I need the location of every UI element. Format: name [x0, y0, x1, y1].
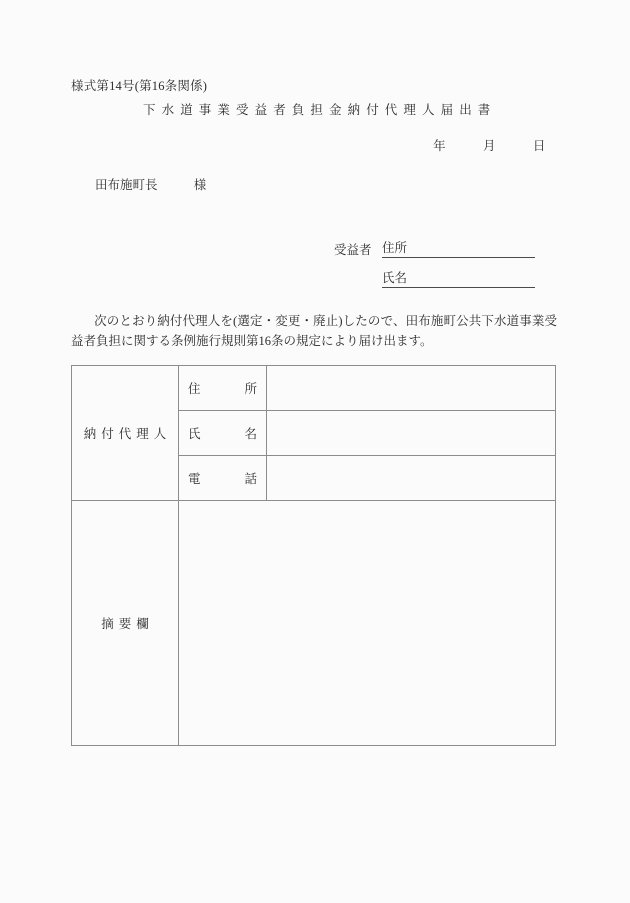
- beneficiary-lead-label: 受益者: [334, 243, 372, 257]
- beneficiary-address-row: [334, 228, 535, 258]
- addressee: [95, 175, 206, 193]
- row-value-phone[interactable]: [267, 456, 556, 501]
- row-label-name-left: 氏: [188, 427, 201, 441]
- beneficiary-name-value[interactable]: [407, 274, 535, 287]
- row-value-address[interactable]: [267, 366, 556, 411]
- beneficiary-block: [334, 228, 535, 288]
- row-label-phone: [179, 456, 267, 501]
- agent-section-header: 納付代理人: [72, 366, 179, 501]
- row-label-address: [179, 366, 267, 411]
- addressee-name: 田布施町長: [95, 178, 158, 192]
- beneficiary-address-field[interactable]: [382, 238, 535, 258]
- beneficiary-address-value[interactable]: [407, 244, 535, 257]
- row-label-phone-right: 話: [244, 472, 257, 486]
- notes-section-header: 摘要欄: [72, 501, 179, 746]
- date-year-label: 年: [433, 139, 446, 153]
- row-label-name: [179, 411, 267, 456]
- beneficiary-name-row: [334, 258, 535, 288]
- addressee-honorific: 様: [193, 178, 207, 192]
- date-line: [430, 136, 545, 154]
- form-number: 様式第14号(第16条関係): [71, 79, 208, 93]
- table-row: [72, 366, 556, 411]
- row-label-address-left: 住: [188, 382, 201, 396]
- beneficiary-address-label: 住所: [382, 241, 408, 255]
- page-title: 下水道事業受益者負担金納付代理人届出書: [143, 103, 497, 117]
- paragraph-text: 次のとおり納付代理人を(選定・変更・廃止)したので、田布施町公共下水道事業受益者負担に関する条例施行規則第16条の規定により届け出ます。: [71, 314, 557, 348]
- row-value-name[interactable]: [267, 411, 556, 456]
- body-paragraph: [71, 312, 557, 351]
- table-row-notes: [72, 501, 556, 746]
- notes-value[interactable]: [179, 501, 556, 746]
- row-label-address-right: 所: [244, 382, 257, 396]
- date-month-label: 月: [483, 139, 496, 153]
- beneficiary-name-field[interactable]: [382, 268, 535, 288]
- beneficiary-name-label: 氏名: [382, 271, 408, 285]
- form-table: [71, 365, 556, 746]
- row-label-name-right: 名: [244, 427, 257, 441]
- row-label-phone-left: 電: [188, 472, 201, 486]
- date-day-label: 日: [532, 139, 546, 153]
